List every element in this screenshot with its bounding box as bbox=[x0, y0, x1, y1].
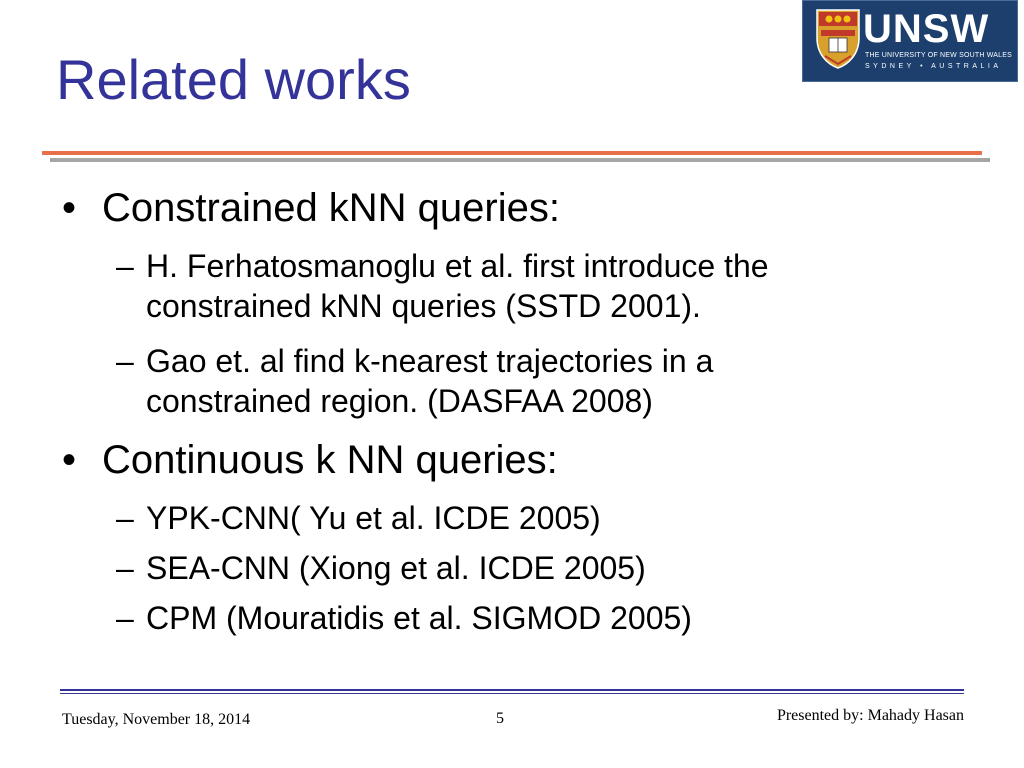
footer-presenter: Presented by: Mahady Hasan bbox=[776, 707, 964, 724]
crest-icon bbox=[815, 8, 861, 70]
dash-marker: – bbox=[116, 500, 134, 536]
bullet-text: Continuous k NN queries: bbox=[102, 438, 558, 482]
logo-wordmark: UNSW bbox=[863, 7, 990, 51]
slide-title: Related works bbox=[56, 48, 411, 111]
title-divider-orange bbox=[42, 151, 982, 155]
bullet bbox=[62, 186, 560, 231]
title-divider-gray bbox=[50, 158, 990, 162]
dash-marker: – bbox=[116, 343, 134, 379]
sub-bullet bbox=[116, 498, 936, 538]
sub-bullet-text: Gao et. al find k-nearest trajectories in a constrained region. (DASFAA 2008) bbox=[146, 343, 714, 419]
sub-bullet bbox=[116, 598, 936, 638]
logo-subtitle: THE UNIVERSITY OF NEW SOUTH WALES bbox=[865, 52, 1013, 59]
footer-date: Tuesday, November 18, 2014 bbox=[62, 711, 251, 728]
sub-bullet bbox=[116, 548, 936, 588]
sub-bullet-text: SEA-CNN (Xiong et al. ICDE 2005) bbox=[146, 550, 646, 586]
page-number: 5 bbox=[496, 710, 504, 727]
sub-bullet-text: YPK-CNN( Yu et al. ICDE 2005) bbox=[146, 500, 601, 536]
footer-divider-thin bbox=[60, 693, 964, 694]
bullet bbox=[62, 438, 558, 483]
dash-marker: – bbox=[116, 600, 134, 636]
sub-bullet bbox=[116, 341, 876, 421]
bullet-marker: • bbox=[62, 186, 77, 230]
bullet-marker: • bbox=[62, 438, 77, 482]
dash-marker: – bbox=[116, 248, 134, 284]
unsw-logo bbox=[802, 0, 1018, 82]
logo-location: SYDNEY • AUSTRALIA bbox=[865, 63, 1002, 70]
footer-divider bbox=[60, 689, 964, 691]
sub-bullet-text: CPM (Mouratidis et al. SIGMOD 2005) bbox=[146, 600, 692, 636]
dash-marker: – bbox=[116, 550, 134, 586]
sub-bullet-text: H. Ferhatosmanoglu et al. first introduce the constrained kNN queries (SSTD 2001). bbox=[146, 248, 769, 324]
sub-bullet bbox=[116, 246, 936, 326]
bullet-text: Constrained kNN queries: bbox=[102, 186, 560, 230]
